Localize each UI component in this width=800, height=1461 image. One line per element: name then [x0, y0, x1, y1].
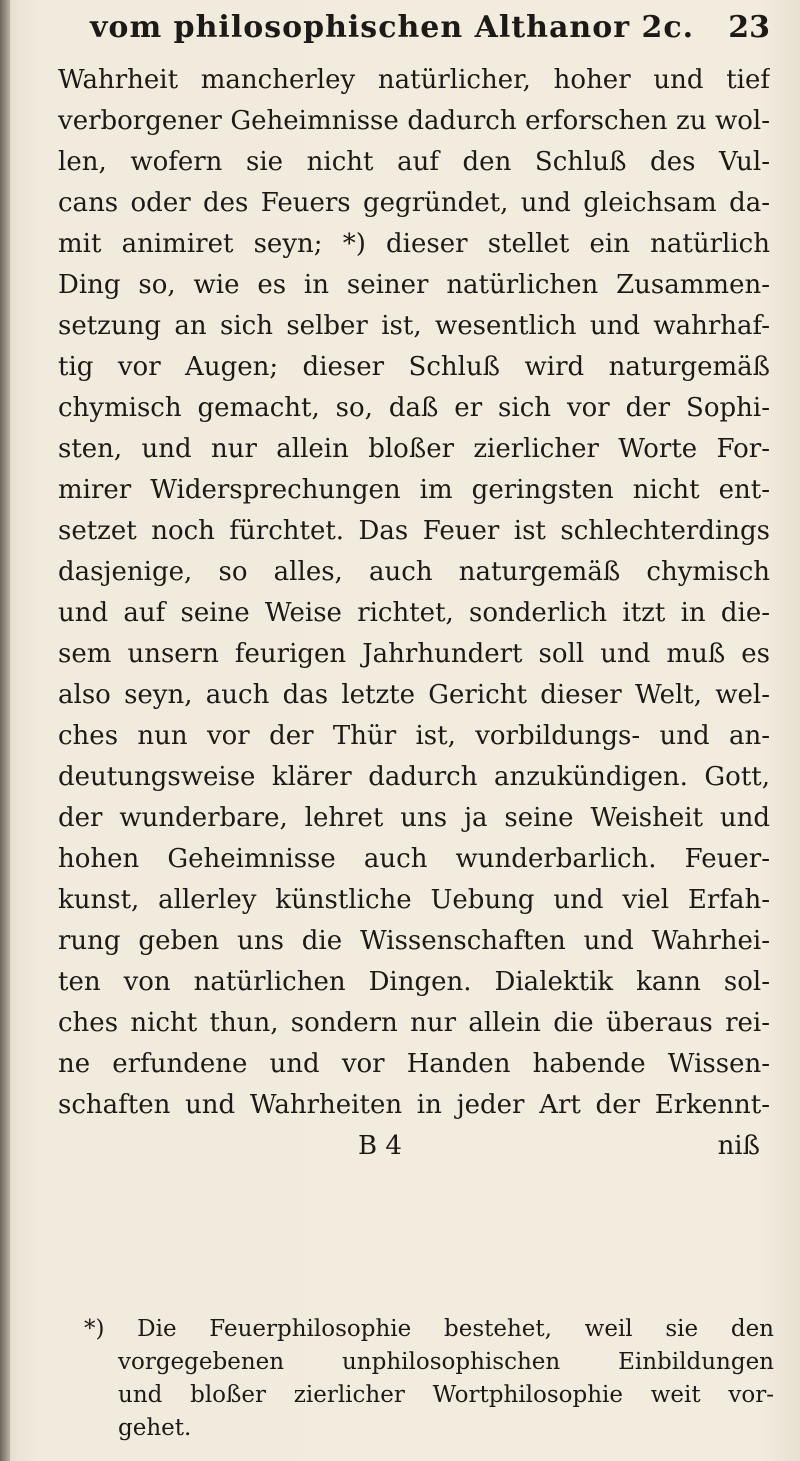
text-line: kunst, allerley künstliche Uebung und viel Erfah-	[58, 885, 770, 915]
page-header	[90, 6, 770, 56]
catchword: niß	[717, 1131, 760, 1161]
page-gutter-shadow	[0, 0, 10, 1461]
running-head: vom philosophischen Althanor 2c.	[90, 10, 695, 45]
text-line: len, wofern sie nicht auf den Schluß des Vul-	[58, 147, 770, 177]
text-line: deutungsweise klärer dadurch anzukündigen. Gott,	[58, 762, 770, 792]
footnote	[84, 1313, 774, 1445]
text-line: dasjenige, so alles, auch naturgemäß chymisch	[58, 557, 770, 587]
page-number: 23	[728, 10, 770, 45]
text-line: rung geben uns die Wissenschaften und Wahrhei-	[58, 926, 770, 956]
text-line: sem unsern feurigen Jahrhundert soll und muß es	[58, 639, 770, 669]
text-line: ches nun vor der Thür ist, vorbildungs- und an-	[58, 721, 770, 751]
text-line: setzet noch fürchtet. Das Feuer ist schlechterdings	[58, 516, 770, 546]
text-line: ne erfundene und vor Handen habende Wissen-	[58, 1049, 770, 1079]
footnote-line: vorgegebenen unphilosophischen Einbildungen	[118, 1349, 774, 1375]
text-line: setzung an sich selber ist, wesentlich und wahrhaf-	[58, 311, 770, 341]
text-line: sten, und nur allein bloßer zierlicher Worte For-	[58, 434, 770, 464]
footnote-line: *) Die Feuerphilosophie bestehet, weil sie den	[84, 1316, 774, 1342]
signature-row	[58, 1126, 770, 1167]
text-line: ten von natürlichen Dingen. Dialektik kann sol-	[58, 967, 770, 997]
text-line: Ding so, wie es in seiner natürlichen Zusammen-	[58, 270, 770, 300]
text-line: Wahrheit mancherley natürlicher, hoher und tief	[58, 65, 770, 95]
text-line: cans oder des Feuers gegründet, und gleichsam da-	[58, 188, 770, 218]
text-line: der wunderbare, lehret uns ja seine Weisheit und	[58, 803, 770, 833]
text-line: mit animiret seyn; *) dieser stellet ein natürlich	[58, 229, 770, 259]
text-line: ches nicht thun, sondern nur allein die überaus rei-	[58, 1008, 770, 1038]
footnote-line: gehet.	[118, 1415, 192, 1441]
text-line: also seyn, auch das letzte Gericht dieser Welt, wel-	[58, 680, 770, 710]
text-line: mirer Widersprechungen im geringsten nicht ent-	[58, 475, 770, 505]
text-line: verborgener Geheimnisse dadurch erforschen zu wol-	[58, 106, 770, 136]
body-text	[58, 60, 770, 1167]
footnote-line: und bloßer zierlicher Wortphilosophie weit vor-	[118, 1382, 774, 1408]
signature-mark: B 4	[358, 1131, 402, 1161]
text-line: hohen Geheimnisse auch wunderbarlich. Feuer-	[58, 844, 770, 874]
text-line: schaften und Wahrheiten in jeder Art der Erkennt-	[58, 1090, 770, 1120]
text-line: tig vor Augen; dieser Schluß wird naturgemäß	[58, 352, 770, 382]
text-line: und auf seine Weise richtet, sonderlich itzt in die-	[58, 598, 770, 628]
text-line: chymisch gemacht, so, daß er sich vor der Sophi-	[58, 393, 770, 423]
